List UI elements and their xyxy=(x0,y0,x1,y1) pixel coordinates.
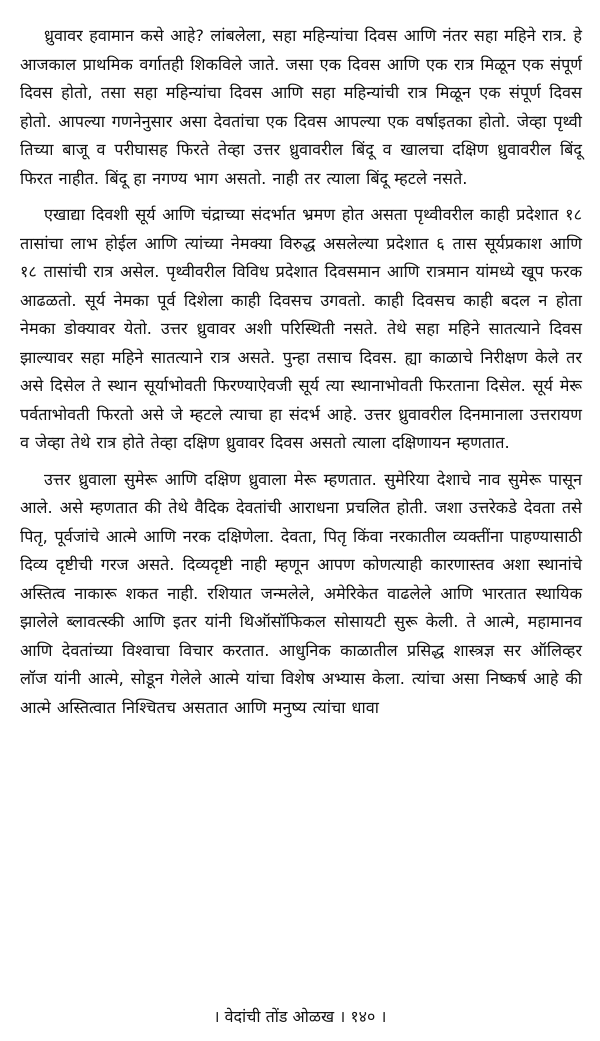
page-footer: । वेदांची तोंड ओळख । १४० । xyxy=(213,1007,387,1026)
paragraph-sumeru-meru: उत्तर ध्रुवाला सुमेरू आणि दक्षिण ध्रुवाला मेरू म्हणतात. सुमेरिया देशाचे नाव सुमेरू पासून आले. असे म्हणतात की तेथे वैदिक देवतांची आराधना प्रचलित होती. जशा उत्तरेकडे देवता तसे पितृ, पूर्वजांचे आत्मे आणि नरक दक्षिणेला. देवता, पितृ किंवा नरकातील व्यक्तींना पाहण्यासाठी दिव्य दृष्टीची गरज असते. दिव्यदृष्टी नाही म्हणून आपण कोणत्याही कारणास्तव अशा स्थानांचे अस्तित्व नाकारू शकत नाही. रशियात जन्मलेले, अमेरिकेत वाढलेले आणि भारतात स्थायिक झालेले ब्लावत्स्की आणि इतर यांनी थिऑसॉफिकल सोसायटी सुरू केली. ते आत्मे, महामानव आणि देवतांच्या विश्वाचा विचार करतात. आधुनिक काळातील प्रसिद्ध शास्त्रज्ञ सर ऑलिव्हर लॉज यांनी आत्मे, सोडून गेलेले आत्मे यांचा विशेष अभ्यास केला. त्यांचा असा निष्कर्ष आहे की आत्मे अस्तित्वात निश्चितच असतात आणि मनुष्य त्यांचा धावा xyxy=(20,469,582,717)
paragraph-polar-climate: ध्रुवावर हवामान कसे आहे? लांबलेला, सहा महिन्यांचा दिवस आणि नंतर सहा महिने रात्र. हे आजकाल प्राथमिक वर्गातही शिकविले जाते. जसा एक दिवस आणि एक रात्र मिळून एक संपूर्ण दिवस होतो, तसा सहा महिन्यांचा दिवस आणि सहा महिन्यांची रात्र मिळून एक संपूर्ण दिवस होतो. आपल्या गणनेनुसार असा देवतांचा एक दिवस आपल्या एक वर्षाइतका होतो. जेव्हा पृथ्वी तिच्या बाजू व परीघासह फिरते तेव्हा उत्तर ध्रुवावरील बिंदू व खालचा दक्षिण ध्रुवावरील बिंदू फिरत नाहीत. बिंदू हा नगण्य भाग असतो. नाही तर त्याला बिंदू म्हटले नसते. xyxy=(20,26,582,188)
paragraph-day-night-regions: एखाद्या दिवशी सूर्य आणि चंद्राच्या संदर्भात भ्रमण होत असता पृथ्वीवरील काही प्रदेशात १८ तासांचा लाभ होईल आणि त्यांच्या नेमक्या विरुद्ध असलेल्या प्रदेशात ६ तास सूर्यप्रकाश आणि १८ तासांची रात्र असेल. पृथ्वीवरील विविध प्रदेशात दिवसमान आणि रात्रमान यांमध्ये खूप फरक आढळतो. सूर्य नेमका पूर्व दिशेला काही दिवसच उगवतो. काही दिवसच काही बदल न होता नेमका डोक्यावर येतो. उत्तर ध्रुवावर अशी परिस्थिती नसते. तेथे सहा महिने सातत्याने दिवस झाल्यावर सहा महिने सातत्याने रात्र असते. पुन्हा तसाच दिवस. ह्या काळाचे निरीक्षण केले तर असे दिसेल ते स्थान सूर्याभोवती फिरण्याऐवजी सूर्य त्या स्थानाभोवती फिरताना दिसेल. सूर्य मेरू पर्वताभोवती फिरतो असे जे म्हटले त्याचा हा संदर्भ आहे. उत्तर ध्रुवावरील दिनमानाला उत्तरायण व जेव्हा तेथे रात्र होते तेव्हा दक्षिण ध्रुवावर दिवस असतो त्याला दक्षिणायन म्हणतात. xyxy=(20,205,582,452)
